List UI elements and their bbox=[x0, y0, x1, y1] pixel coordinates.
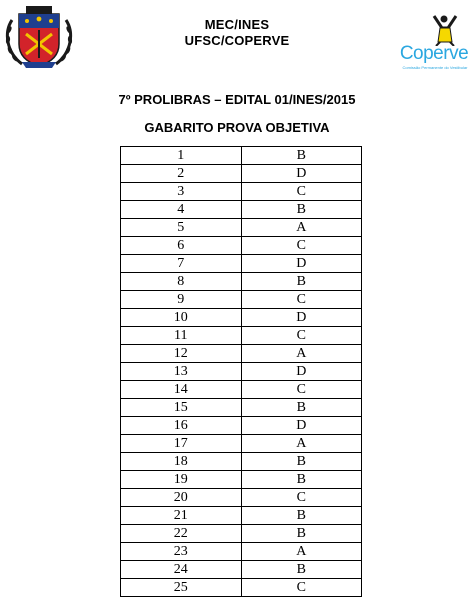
answer-row bbox=[121, 525, 362, 543]
answer-row bbox=[121, 579, 362, 597]
answer-row bbox=[121, 399, 362, 417]
question-number-cell: 14 bbox=[121, 381, 242, 399]
answer-key-table bbox=[120, 146, 362, 597]
answer-row bbox=[121, 273, 362, 291]
answer-letter-cell: B bbox=[241, 561, 362, 579]
question-number-cell: 2 bbox=[121, 165, 242, 183]
question-number-cell: 22 bbox=[121, 525, 242, 543]
question-number-cell: 16 bbox=[121, 417, 242, 435]
coperve-logo-tagline: Comissão Permanente do Vestibular bbox=[402, 65, 468, 70]
question-number-cell: 17 bbox=[121, 435, 242, 453]
question-number-cell: 7 bbox=[121, 255, 242, 273]
answer-row bbox=[121, 255, 362, 273]
answer-letter-cell: C bbox=[241, 579, 362, 597]
answer-letter-cell: B bbox=[241, 453, 362, 471]
question-number-cell: 6 bbox=[121, 237, 242, 255]
answer-row bbox=[121, 309, 362, 327]
question-number-cell: 10 bbox=[121, 309, 242, 327]
answer-row bbox=[121, 201, 362, 219]
answer-row bbox=[121, 507, 362, 525]
answer-row bbox=[121, 489, 362, 507]
question-number-cell: 18 bbox=[121, 453, 242, 471]
answer-letter-cell: D bbox=[241, 255, 362, 273]
answer-row bbox=[121, 327, 362, 345]
question-number-cell: 20 bbox=[121, 489, 242, 507]
question-number-cell: 21 bbox=[121, 507, 242, 525]
question-number-cell: 4 bbox=[121, 201, 242, 219]
question-number-cell: 19 bbox=[121, 471, 242, 489]
question-number-cell: 13 bbox=[121, 363, 242, 381]
answer-row bbox=[121, 165, 362, 183]
question-number-cell: 1 bbox=[121, 147, 242, 165]
answer-row bbox=[121, 219, 362, 237]
answer-letter-cell: C bbox=[241, 489, 362, 507]
question-number-cell: 9 bbox=[121, 291, 242, 309]
answer-row bbox=[121, 183, 362, 201]
answer-letter-cell: B bbox=[241, 273, 362, 291]
answer-letter-cell: A bbox=[241, 543, 362, 561]
answer-row bbox=[121, 561, 362, 579]
question-number-cell: 11 bbox=[121, 327, 242, 345]
answer-row bbox=[121, 147, 362, 165]
answer-letter-cell: B bbox=[241, 525, 362, 543]
answer-letter-cell: D bbox=[241, 363, 362, 381]
answer-letter-cell: B bbox=[241, 147, 362, 165]
answer-letter-cell: C bbox=[241, 327, 362, 345]
coperve-logo-icon bbox=[396, 14, 472, 78]
answer-letter-cell: D bbox=[241, 309, 362, 327]
question-number-cell: 3 bbox=[121, 183, 242, 201]
question-number-cell: 24 bbox=[121, 561, 242, 579]
answer-key-body bbox=[121, 147, 362, 597]
answer-row bbox=[121, 381, 362, 399]
answer-row bbox=[121, 453, 362, 471]
answer-letter-cell: B bbox=[241, 201, 362, 219]
answer-letter-cell: B bbox=[241, 507, 362, 525]
answer-letter-cell: A bbox=[241, 219, 362, 237]
answer-letter-cell: C bbox=[241, 381, 362, 399]
question-number-cell: 5 bbox=[121, 219, 242, 237]
answer-row bbox=[121, 237, 362, 255]
header-line-ufsc-coperve: UFSC/COPERVE bbox=[184, 33, 290, 48]
header-line-mec-ines: MEC/INES bbox=[204, 17, 270, 32]
coperve-logo-word: Coperve bbox=[399, 43, 469, 64]
answer-letter-cell: C bbox=[241, 291, 362, 309]
document-subtitle: GABARITO PROVA OBJETIVA bbox=[144, 120, 330, 135]
answer-row bbox=[121, 291, 362, 309]
question-number-cell: 15 bbox=[121, 399, 242, 417]
answer-letter-cell: C bbox=[241, 183, 362, 201]
document-title: 7º PROLIBRAS – EDITAL 01/INES/2015 bbox=[118, 92, 356, 107]
question-number-cell: 12 bbox=[121, 345, 242, 363]
answer-letter-cell: D bbox=[241, 417, 362, 435]
answer-letter-cell: A bbox=[241, 345, 362, 363]
answer-row bbox=[121, 543, 362, 561]
answer-row bbox=[121, 363, 362, 381]
answer-letter-cell: D bbox=[241, 165, 362, 183]
answer-row bbox=[121, 435, 362, 453]
answer-row bbox=[121, 417, 362, 435]
question-number-cell: 25 bbox=[121, 579, 242, 597]
answer-row bbox=[121, 471, 362, 489]
question-number-cell: 23 bbox=[121, 543, 242, 561]
answer-letter-cell: C bbox=[241, 237, 362, 255]
answer-row bbox=[121, 345, 362, 363]
answer-letter-cell: B bbox=[241, 399, 362, 417]
question-number-cell: 8 bbox=[121, 273, 242, 291]
answer-letter-cell: B bbox=[241, 471, 362, 489]
answer-letter-cell: A bbox=[241, 435, 362, 453]
